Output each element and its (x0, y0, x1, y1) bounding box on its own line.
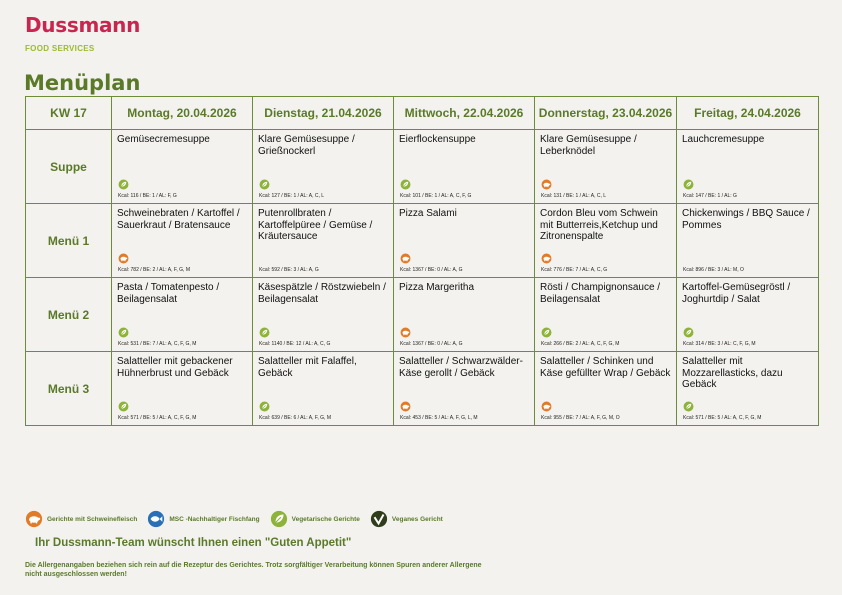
dish-name: Salatteller mit Falaffel, Gebäck (258, 356, 357, 379)
dish-name: Kartoffel-Gemüsegröstl / Joghurtdip / Salat (682, 282, 791, 305)
vegetarian-icon (259, 177, 270, 188)
nutrition-info: Kcal: 531 / BE: 7 / AL: A, C, F, G, M (118, 341, 197, 347)
brand-name: Dussmann (25, 13, 141, 37)
nutrition-info: Kcal: 782 / BE: 2 / AL: A, F, G, M (118, 267, 190, 273)
nutrition-info: Kcal: 592 / BE: 3 / AL: A, G (259, 267, 319, 273)
menu-cell (535, 130, 677, 204)
vegetarian-icon (683, 177, 694, 188)
brand-subtitle: FOOD SERVICES (25, 44, 95, 53)
menu-cell (677, 278, 819, 352)
page-title: Menüplan (24, 71, 141, 95)
legend-label: Veganes Gericht (391, 515, 443, 523)
vegetarian-icon (118, 177, 129, 188)
nutrition-info: Kcal: 266 / BE: 2 / AL: A, C, F, G, M (541, 341, 620, 347)
nutrition-info: Kcal: 896 / BE: 3 / AL: M, O (683, 267, 744, 273)
dish-name: Salatteller / Schinken und Käse gefüllter Wrap / Gebäck (540, 356, 671, 379)
vegetarian-icon (683, 325, 694, 336)
table-row (26, 130, 819, 204)
nutrition-info: Kcal: 1140 / BE: 12 / AL: A, C, G (259, 341, 331, 347)
row-label: Menü 2 (26, 278, 112, 352)
dish-name: Klare Gemüsesuppe / Grießnockerl (258, 134, 355, 157)
dish-name: Chickenwings / BBQ Sauce / Pommes (682, 208, 810, 231)
nutrition-info: Kcal: 1367 / BE: 0 / AL: A, G (400, 341, 463, 347)
day-header: Freitag, 24.04.2026 (677, 97, 819, 130)
vegetarian-icon (118, 325, 129, 336)
menu-cell (677, 130, 819, 204)
dish-name: Salatteller mit gebackener Hühnerbrust und Gebäck (117, 356, 233, 379)
allergen-disclaimer: Die Allergenangaben beziehen sich rein auf die Rezeptur des Gerichtes. Trotz sorgfältiger Verarbeitung können Spuren anderer Allergene nicht ausgeschlossen werden! (25, 562, 482, 578)
menu-cell (112, 278, 253, 352)
pork-icon (25, 510, 47, 528)
menu-cell (535, 204, 677, 278)
nutrition-info: Kcal: 1367 / BE: 0 / AL: A, G (400, 267, 463, 273)
menu-cell (677, 352, 819, 426)
menu-cell (394, 352, 535, 426)
pork-icon (400, 399, 411, 410)
legend-item (147, 510, 259, 528)
dish-name: Pizza Salami (399, 208, 457, 219)
vegetarian-icon (259, 325, 270, 336)
dish-name: Klare Gemüsesuppe / Leberknödel (540, 134, 637, 157)
pork-icon (541, 177, 552, 188)
vegetarian-icon (118, 399, 129, 410)
dish-name: Cordon Bleu vom Schwein mit Butterreis,Ketchup und Zitronenspalte (540, 208, 658, 242)
legend-item (270, 510, 360, 528)
dish-name: Lauchcremesuppe (682, 134, 765, 145)
dish-name: Salatteller mit Mozzarellasticks, dazu Gebäck (682, 356, 783, 390)
nutrition-info: Kcal: 147 / BE: 1 / AL: G (683, 193, 737, 199)
dish-name: Eierflockensuppe (399, 134, 476, 145)
vegetarian-icon (683, 399, 694, 410)
legend-label: MSC -Nachhaltiger Fischfang (169, 515, 260, 523)
menu-cell (677, 204, 819, 278)
vegetarian-icon (270, 510, 292, 528)
nutrition-info: Kcal: 955 / BE: 7 / AL: A, F, G, M, O (541, 415, 620, 421)
legend-item (25, 510, 137, 528)
legend-label: Vegetarische Gerichte (291, 515, 360, 523)
nutrition-info: Kcal: 127 / BE: 1 / AL: A, C, L (259, 193, 325, 199)
day-header: Mittwoch, 22.04.2026 (394, 97, 535, 130)
dish-name: Salatteller / Schwarzwälder-Käse gerollt / Gebäck (399, 356, 523, 379)
legend (25, 510, 453, 528)
nutrition-info: Kcal: 571 / BE: 5 / AL: A, C, F, G, M (683, 415, 762, 421)
menu-cell (112, 204, 253, 278)
day-header: Montag, 20.04.2026 (112, 97, 253, 130)
pork-icon (118, 251, 129, 262)
row-label: Menü 3 (26, 352, 112, 426)
pork-icon (541, 251, 552, 262)
nutrition-info: Kcal: 131 / BE: 1 / AL: A, C, L (541, 193, 607, 199)
dish-name: Pizza Margeritha (399, 282, 475, 293)
header-row (26, 97, 819, 130)
dish-name: Pasta / Tomatenpesto / Beilagensalat (117, 282, 220, 305)
dish-name: Schweinebraten / Kartoffel / Sauerkraut / Bratensauce (117, 208, 240, 231)
table-row (26, 278, 819, 352)
menu-cell (535, 278, 677, 352)
legend-label: Gerichte mit Schweinefleisch (47, 515, 138, 523)
dish-name: Rösti / Champignonsauce / Beilagensalat (540, 282, 661, 305)
nutrition-info: Kcal: 116 / BE: 1 / AL: F, G (118, 193, 177, 199)
menu-cell (394, 278, 535, 352)
nutrition-info: Kcal: 571 / BE: 5 / AL: A, C, F, G, M (118, 415, 197, 421)
msc-fish-icon (147, 510, 169, 528)
nutrition-info: Kcal: 314 / BE: 3 / AL: C, F, G, M (683, 341, 756, 347)
menu-cell (394, 204, 535, 278)
pork-icon (400, 251, 411, 262)
menu-cell (253, 204, 394, 278)
brand-logo (25, 13, 140, 53)
vegan-icon (370, 510, 392, 528)
menu-cell (253, 278, 394, 352)
pork-icon (400, 325, 411, 336)
nutrition-info: Kcal: 453 / BE: 5 / AL: A, F, G, L, M (400, 415, 478, 421)
nutrition-info: Kcal: 776 / BE: 7 / AL: A, C, G (541, 267, 608, 273)
nutrition-info: Kcal: 101 / BE: 1 / AL: A, C, F, G (400, 193, 472, 199)
closing-message: Ihr Dussmann-Team wünscht Ihnen einen "Guten Appetit" (35, 537, 352, 549)
table-row (26, 352, 819, 426)
menu-cell (253, 130, 394, 204)
day-header: Dienstag, 21.04.2026 (253, 97, 394, 130)
menu-cell (535, 352, 677, 426)
dish-name: Gemüsecremesuppe (117, 134, 210, 145)
nutrition-info: Kcal: 639 / BE: 6 / AL: A, F, G, M (259, 415, 331, 421)
table-row (26, 204, 819, 278)
row-label: Suppe (26, 130, 112, 204)
vegetarian-icon (400, 177, 411, 188)
legend-item (370, 510, 443, 528)
vegetarian-icon (541, 325, 552, 336)
day-header: Donnerstag, 23.04.2026 (535, 97, 677, 130)
vegetarian-icon (259, 399, 270, 410)
dish-name: Putenrollbraten / Kartoffelpüree / Gemüse / Kräutersauce (258, 208, 373, 242)
dish-name: Käsespätzle / Röstzwiebeln / Beilagensalat (258, 282, 386, 305)
menu-cell (112, 352, 253, 426)
row-label: Menü 1 (26, 204, 112, 278)
menu-table (25, 96, 819, 426)
menu-cell (253, 352, 394, 426)
menu-cell (394, 130, 535, 204)
menu-cell (112, 130, 253, 204)
pork-icon (541, 399, 552, 410)
week-header: KW 17 (26, 97, 112, 130)
